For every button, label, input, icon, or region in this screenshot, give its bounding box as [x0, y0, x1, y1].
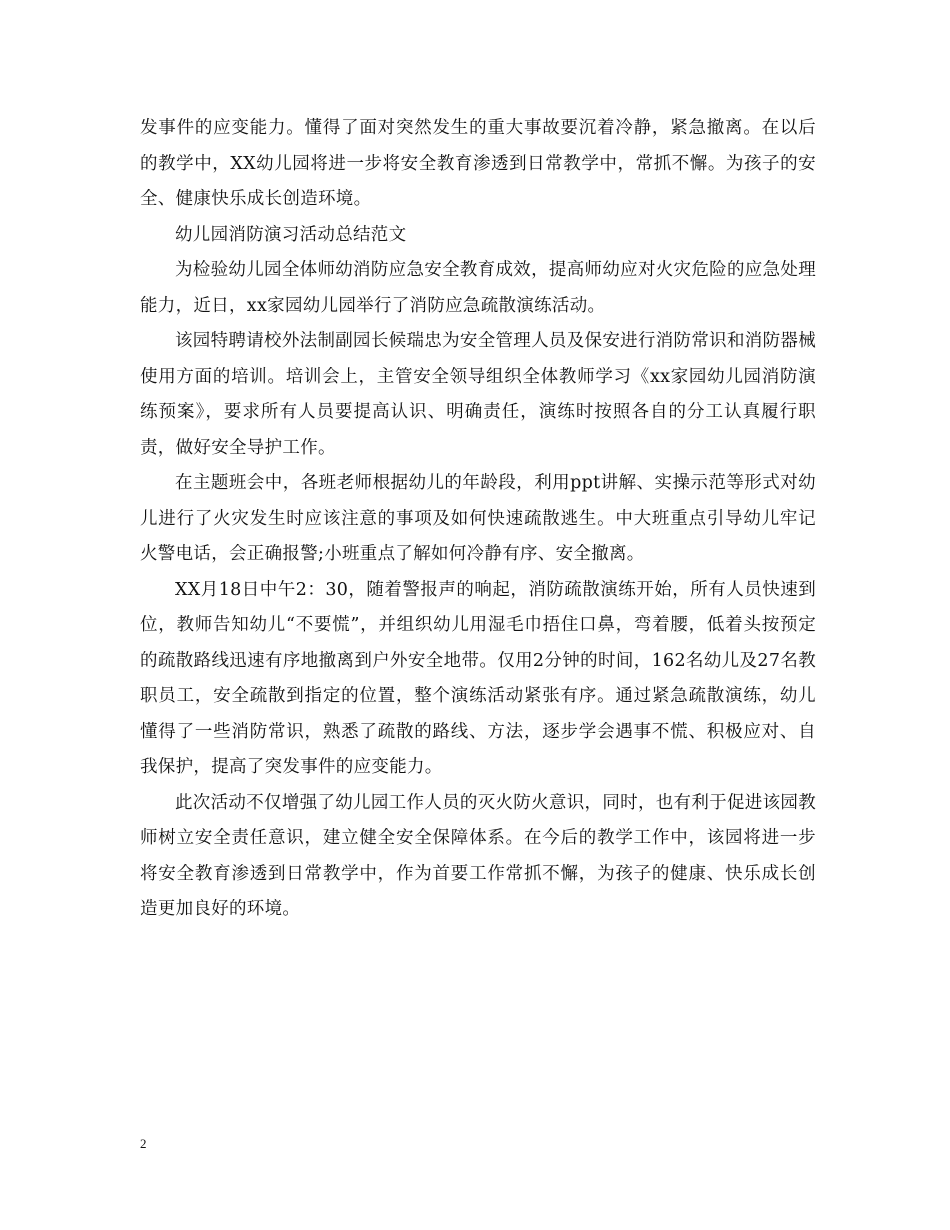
document-body [140, 111, 816, 928]
body-paragraph: 为检验幼儿园全体师幼消防应急安全教育成效，提高师幼应对火灾危险的应急处理能力，近日，xx家园幼儿园举行了消防应急疏散演练活动。 [140, 260, 816, 316]
continued-paragraph: 发事件的应变能力。懂得了面对突然发生的重大事故要沉着冷静，紧急撤离。在以后的教学中，XX幼儿园将进一步将安全教育渗透到日常教学中，常抓不懈。为孩子的安全、健康快乐成长创造环境。 [140, 118, 816, 209]
body-paragraph: XX月18日中午2：30，随着警报声的响起，消防疏散演练开始，所有人员快速到位，教师告知幼儿“不要慌”，并组织幼儿用湿毛巾捂住口鼻，弯着腰，低着头按预定的疏散路线迅速有序地撤离到户外安全地带。仅用2分钟的时间，162名幼儿及27名教职员工，安全疏散到指定的位置，整个演练活动紧张有序。通过紧急疏散演练，幼儿懂得了一些消防常识，熟悉了疏散的路线、方法，逐步学会遇事不慌、积极应对、自我保护，提高了突发事件的应变能力。 [140, 579, 816, 777]
page-number: 2 [140, 1136, 147, 1151]
body-paragraph: 在主题班会中，各班老师根据幼儿的年龄段，利用ppt讲解、实操示范等形式对幼儿进行了火灾发生时应该注意的事项及如何快速疏散逃生。中大班重点引导幼儿牢记火警电话，会正确报警;小班重点了解如何冷静有序、安全撤离。 [140, 473, 816, 564]
section-heading: 幼儿园消防演习活动总结范文 [175, 224, 407, 245]
body-paragraph: 该园特聘请校外法制副园长候瑞忠为安全管理人员及保安进行消防常识和消防器械使用方面的培训。培训会上，主管安全领导组织全体教师学习《xx家园幼儿园消防演练预案》，要求所有人员要提高认识、明确责任，演练时按照各自的分工认真履行职责，做好安全导护工作。 [140, 331, 816, 458]
body-paragraph: 此次活动不仅增强了幼儿园工作人员的灭火防火意识，同时，也有利于促进该园教师树立安全责任意识，建立健全安全保障体系。在今后的教学工作中，该园将进一步将安全教育渗透到日常教学中，作为首要工作常抓不懈，为孩子的健康、快乐成长创造更加良好的环境。 [140, 792, 816, 919]
